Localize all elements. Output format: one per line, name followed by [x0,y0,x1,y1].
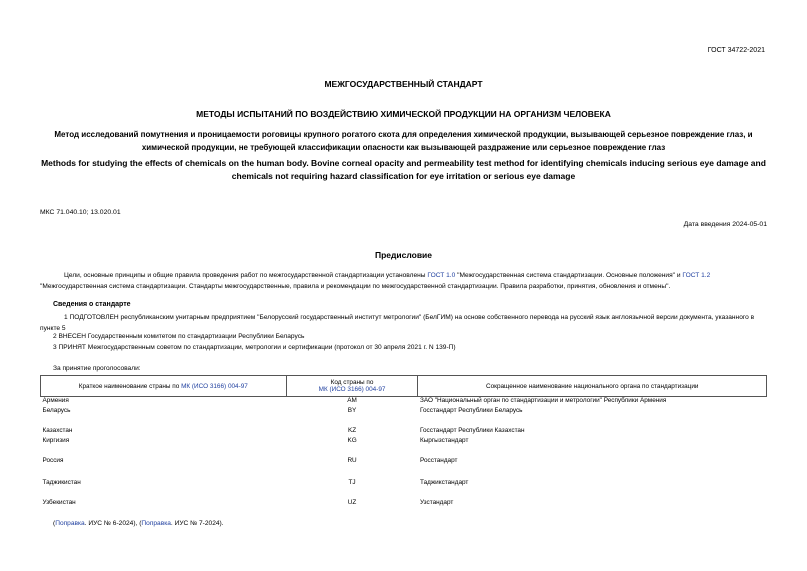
mk-iso-link-2[interactable]: МК (ИСО 3166) 004-97 [318,386,386,393]
country-cell: Узбекистан [42,498,76,506]
introduction-date: Дата введения 2024-05-01 [683,221,767,228]
body-cell: Госстандарт Республики Казахстан [419,426,525,434]
code-cell: KG [347,436,357,444]
code-cell: BY [347,406,357,414]
info-item-1-text: 1 ПОДГОТОВЛЕН республиканским унитарным предприятием "Белорусский государственный институт метрологии" (БелГИМ) на основе собственного перевода на русский язык англоязычной версии документа, указанного в пункте 5 [40,314,755,332]
country-cell: Армения [42,397,69,404]
code-cell: AM [347,397,357,404]
table-row [41,397,767,407]
body-cell: Росстандарт [419,456,458,464]
document-title: МЕТОДЫ ИСПЫТАНИЙ ПО ВОЗДЕЙСТВИЮ ХИМИЧЕСКОЙ ПРОДУКЦИИ НА ОРГАНИЗМ ЧЕЛОВЕКА [196,109,611,119]
code-cell: KZ [347,426,357,434]
table-row [41,437,767,457]
preface-text-a: Цели, основные принципы и общие правила проведения работ по межгосударственной стандартизации установлены [64,272,428,279]
amendments-note: (Поправка. ИУС № 6-2024), (Поправка. ИУС № 7-2024). [53,520,224,527]
info-heading: Сведения о стандарте [53,301,131,308]
col-header-country: Краткое наименование страны по МК (ИСО 3166) 004-97 [41,376,287,397]
amendment-link-2[interactable]: Поправка [141,520,171,527]
preface-text-b: "Межгосударственная система стандартизации. Основные положения" и [455,272,683,279]
table-row [41,427,767,437]
mk-iso-link-1[interactable]: МК (ИСО 3166) 004-97 [181,382,248,390]
mks-code: МКС 71.040.10; 13.020.01 [40,209,121,216]
info-item-3: 3 ПРИНЯТ Межгосударственным советом по стандартизации, метрологии и сертификации (протокол от 30 апреля 2021 г. N 139-П) [53,344,456,351]
col-header-body: Сокращенное наименование национального органа по стандартизации [418,376,767,397]
voting-table [40,375,767,509]
subtitle-ru: Метод исследований помутнения и проницаемости роговицы крупного рогатого скота для определения химической продукции, вызывающей серьезное повреждение глаз, и химической продукции, не требующей классификации опасности как вызывающей раздражение или серьезное повреждение глаз [54,130,753,152]
preface-paragraph [40,270,767,292]
code-cell: UZ [347,498,357,506]
col-header-code: Код страны по МК (ИСО 3166) 004-97 [286,376,418,397]
body-cell: Таджикстандарт [419,478,469,486]
country-cell: Киргизия [42,436,70,444]
preface-text-c: "Межгосударственная система стандартизации. Стандарты межгосударственные, правила и рекомендации по межгосударственной стандартизации. Правила разработки, принятия, обновления и отмены". [40,283,671,290]
document-code: ГОСТ 34722-2021 [707,47,765,54]
code-cell: TJ [348,478,356,486]
body-cell: Кыргызстандарт [419,436,469,444]
body-cell: ЗАО "Национальный орган по стандартизации и метрологии" Республики Армения [419,397,667,404]
agreed-label: За принятие проголосовали: [53,365,141,372]
code-cell: RU [347,456,357,464]
info-item-1 [40,312,767,334]
country-cell: Таджикистан [42,478,81,486]
subtitle-en: Methods for studying the effects of chemicals on the human body. Bovine corneal opacity and permeability test method for identifying chemicals inducing serious eye damage and chemicals not requiring hazard classification for eye irritation or serious eye damage [41,158,766,181]
gost-1-2-link[interactable]: ГОСТ 1.2 [682,272,711,279]
table-row [41,457,767,479]
body-cell: Узстандарт [419,498,454,506]
standard-type: МЕЖГОСУДАРСТВЕННЫЙ СТАНДАРТ [324,79,483,89]
table-row [41,479,767,499]
table-row [41,407,767,427]
table-row [41,499,767,509]
preface-heading: Предисловие [374,250,433,260]
body-cell: Госстандарт Республики Беларусь [419,406,523,414]
info-item-2: 2 ВНЕСЕН Государственным комитетом по стандартизации Республики Беларусь [53,333,305,340]
country-cell: Беларусь [42,406,71,414]
amendment-link-1[interactable]: Поправка [55,520,85,527]
gost-1-0-link[interactable]: ГОСТ 1.0 [427,272,456,279]
country-cell: Россия [42,456,64,464]
country-cell: Казахстан [42,426,73,434]
